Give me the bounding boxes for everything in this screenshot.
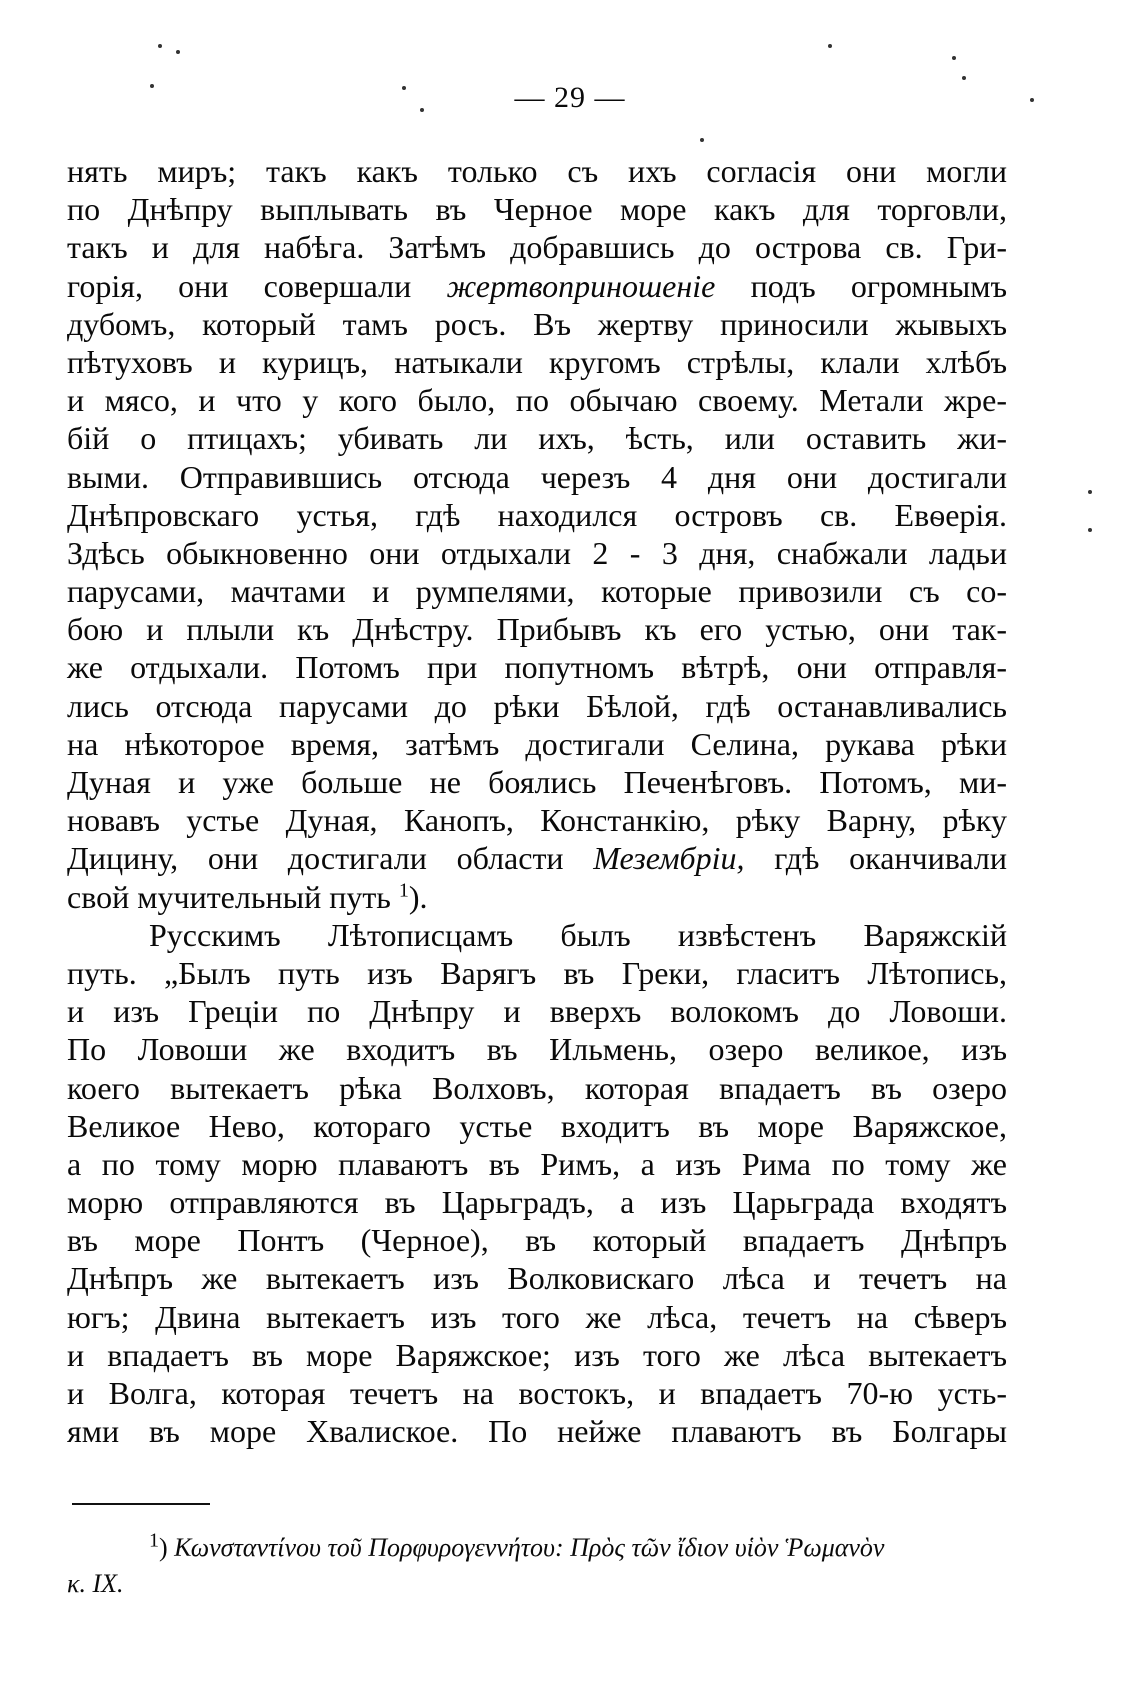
footnote-marker: 1 bbox=[149, 1529, 159, 1552]
text-line: по Днѣпру выплывать въ Черное море какъ для торговли, bbox=[67, 191, 1007, 228]
print-speck bbox=[1088, 490, 1092, 494]
print-speck bbox=[828, 44, 832, 48]
print-speck bbox=[952, 56, 956, 60]
print-speck bbox=[158, 44, 162, 48]
text-line: выми. Отправившись отсюда черезъ 4 дня они достигали bbox=[67, 458, 1007, 495]
text-line: Днѣпровскаго устья, гдѣ находился островъ св. Евѳерія. bbox=[67, 496, 1007, 533]
text-segment: свой мучительный путь bbox=[67, 878, 391, 915]
text-line: а по тому морю плаваютъ въ Римъ, а изъ Рима по тому же bbox=[67, 1145, 1007, 1182]
body-text bbox=[67, 152, 1007, 1450]
text-line: Дуная и уже больше не боялись Печенѣговъ. Потомъ, ми- bbox=[67, 764, 1007, 800]
text-segment: Дицину, они достигали области bbox=[67, 840, 564, 877]
text-line bbox=[67, 267, 1007, 305]
text-line: югъ; Двина вытекаетъ изъ того же лѣса, течетъ на сѣверъ bbox=[67, 1298, 1007, 1335]
text-line: на нѣкоторое время, затѣмъ достигали Селина, рукава рѣки bbox=[67, 725, 1007, 762]
footnote-divider bbox=[72, 1503, 210, 1505]
text-line: парусами, мачтами и румпелями, которые привозили съ со- bbox=[67, 573, 1007, 610]
text-segment: горія, они совершали bbox=[67, 267, 412, 304]
text-line: нять миръ; такъ какъ только съ ихъ согласія они могли bbox=[67, 153, 1007, 189]
text-line: коего вытекаетъ рѣка Волховъ, которая впадаетъ въ озеро bbox=[67, 1069, 1007, 1106]
text-segment: гдѣ оканчивали bbox=[774, 840, 1007, 877]
text-line: Великое Нево, котораго устье входитъ въ море Варяжское, bbox=[67, 1107, 1007, 1144]
text-line: морю отправляются въ Царьградъ, а изъ Царьграда входятъ bbox=[67, 1184, 1007, 1221]
text-line: По Ловоши же входитъ въ Ильмень, озеро великое, изъ bbox=[67, 1031, 1007, 1068]
text-line: бій о птицахъ; убивать ли ихъ, ѣсть, или оставить жи- bbox=[67, 420, 1007, 457]
text-line: пѣтуховъ и курицъ, натыкали кругомъ стрѣлы, клали хлѣбъ bbox=[67, 343, 1007, 380]
footnote-line bbox=[67, 1530, 1007, 1566]
text-line: Днѣпръ же вытекаетъ изъ Волковискаго лѣса и течетъ на bbox=[67, 1260, 1007, 1297]
footnote-continuation: κ. IX. bbox=[67, 1569, 124, 1598]
text-line: Здѣсь обыкновенно они отдыхали 2 - 3 дня, снабжали ладьи bbox=[67, 534, 1007, 571]
print-speck bbox=[700, 138, 704, 142]
text-line: и мясо, и что у кого было, по обычаю своему. Метали жре- bbox=[67, 382, 1007, 419]
text-line: путь. „Былъ путь изъ Варягъ въ Греки, гласитъ Лѣтопись, bbox=[67, 954, 1007, 991]
text-line: бою и плыли къ Днѣстру. Прибывъ къ его устью, они так- bbox=[67, 611, 1007, 648]
text-line: дубомъ, который тамъ росъ. Въ жертву приносили жывыхъ bbox=[67, 305, 1007, 342]
footnote-ref: 1 bbox=[398, 878, 409, 901]
footnote bbox=[67, 1530, 1007, 1602]
print-speck bbox=[176, 50, 180, 54]
italic-term: жертвоприношеніе bbox=[446, 267, 716, 304]
page-number: — 29 — bbox=[514, 81, 626, 114]
text-segment: подъ огромнымъ bbox=[750, 267, 1008, 304]
italic-term: Мезембріи, bbox=[593, 840, 745, 877]
text-line bbox=[67, 839, 1007, 877]
text-line: Русскимъ Лѣтописцамъ былъ извѣстенъ Варяжскій bbox=[149, 916, 1007, 953]
text-line: и изъ Греціи по Днѣпру и вверхъ волокомъ до Ловоши. bbox=[67, 993, 1007, 1030]
text-segment: ). bbox=[408, 878, 428, 915]
text-line: такъ и для набѣга. Затѣмъ добравшись до острова св. Гри- bbox=[67, 229, 1007, 266]
text-line: новавъ устье Дуная, Канопъ, Констанкію, рѣку Варну, рѣку bbox=[67, 802, 1007, 839]
text-line: же отдыхали. Потомъ при попутномъ вѣтрѣ, они отправля- bbox=[67, 649, 1007, 686]
print-speck bbox=[1088, 528, 1092, 532]
text-line: и Волга, которая течетъ на востокъ, и впадаетъ 70-ю усть- bbox=[67, 1375, 1007, 1411]
footnote-paren: ) bbox=[159, 1533, 168, 1562]
text-line: ями въ море Хвалиское. По нейже плаваютъ въ Болгары bbox=[67, 1413, 1007, 1450]
text-line: въ море Понтъ (Черное), въ который впадаетъ Днѣпръ bbox=[67, 1222, 1007, 1259]
text-line: и впадаетъ въ море Варяжское; изъ того же лѣса вытекаетъ bbox=[67, 1336, 1007, 1373]
text-line bbox=[67, 878, 1007, 916]
footnote-text: Κωνσταντίνου τοῦ Πορφυρογεννήτου: Πρὸς τῶν ἴδιον υἱὸν Ῥωμανὸν bbox=[174, 1533, 885, 1562]
text-line: лись отсюда парусами до рѣки Бѣлой, гдѣ останавливались bbox=[67, 687, 1007, 724]
